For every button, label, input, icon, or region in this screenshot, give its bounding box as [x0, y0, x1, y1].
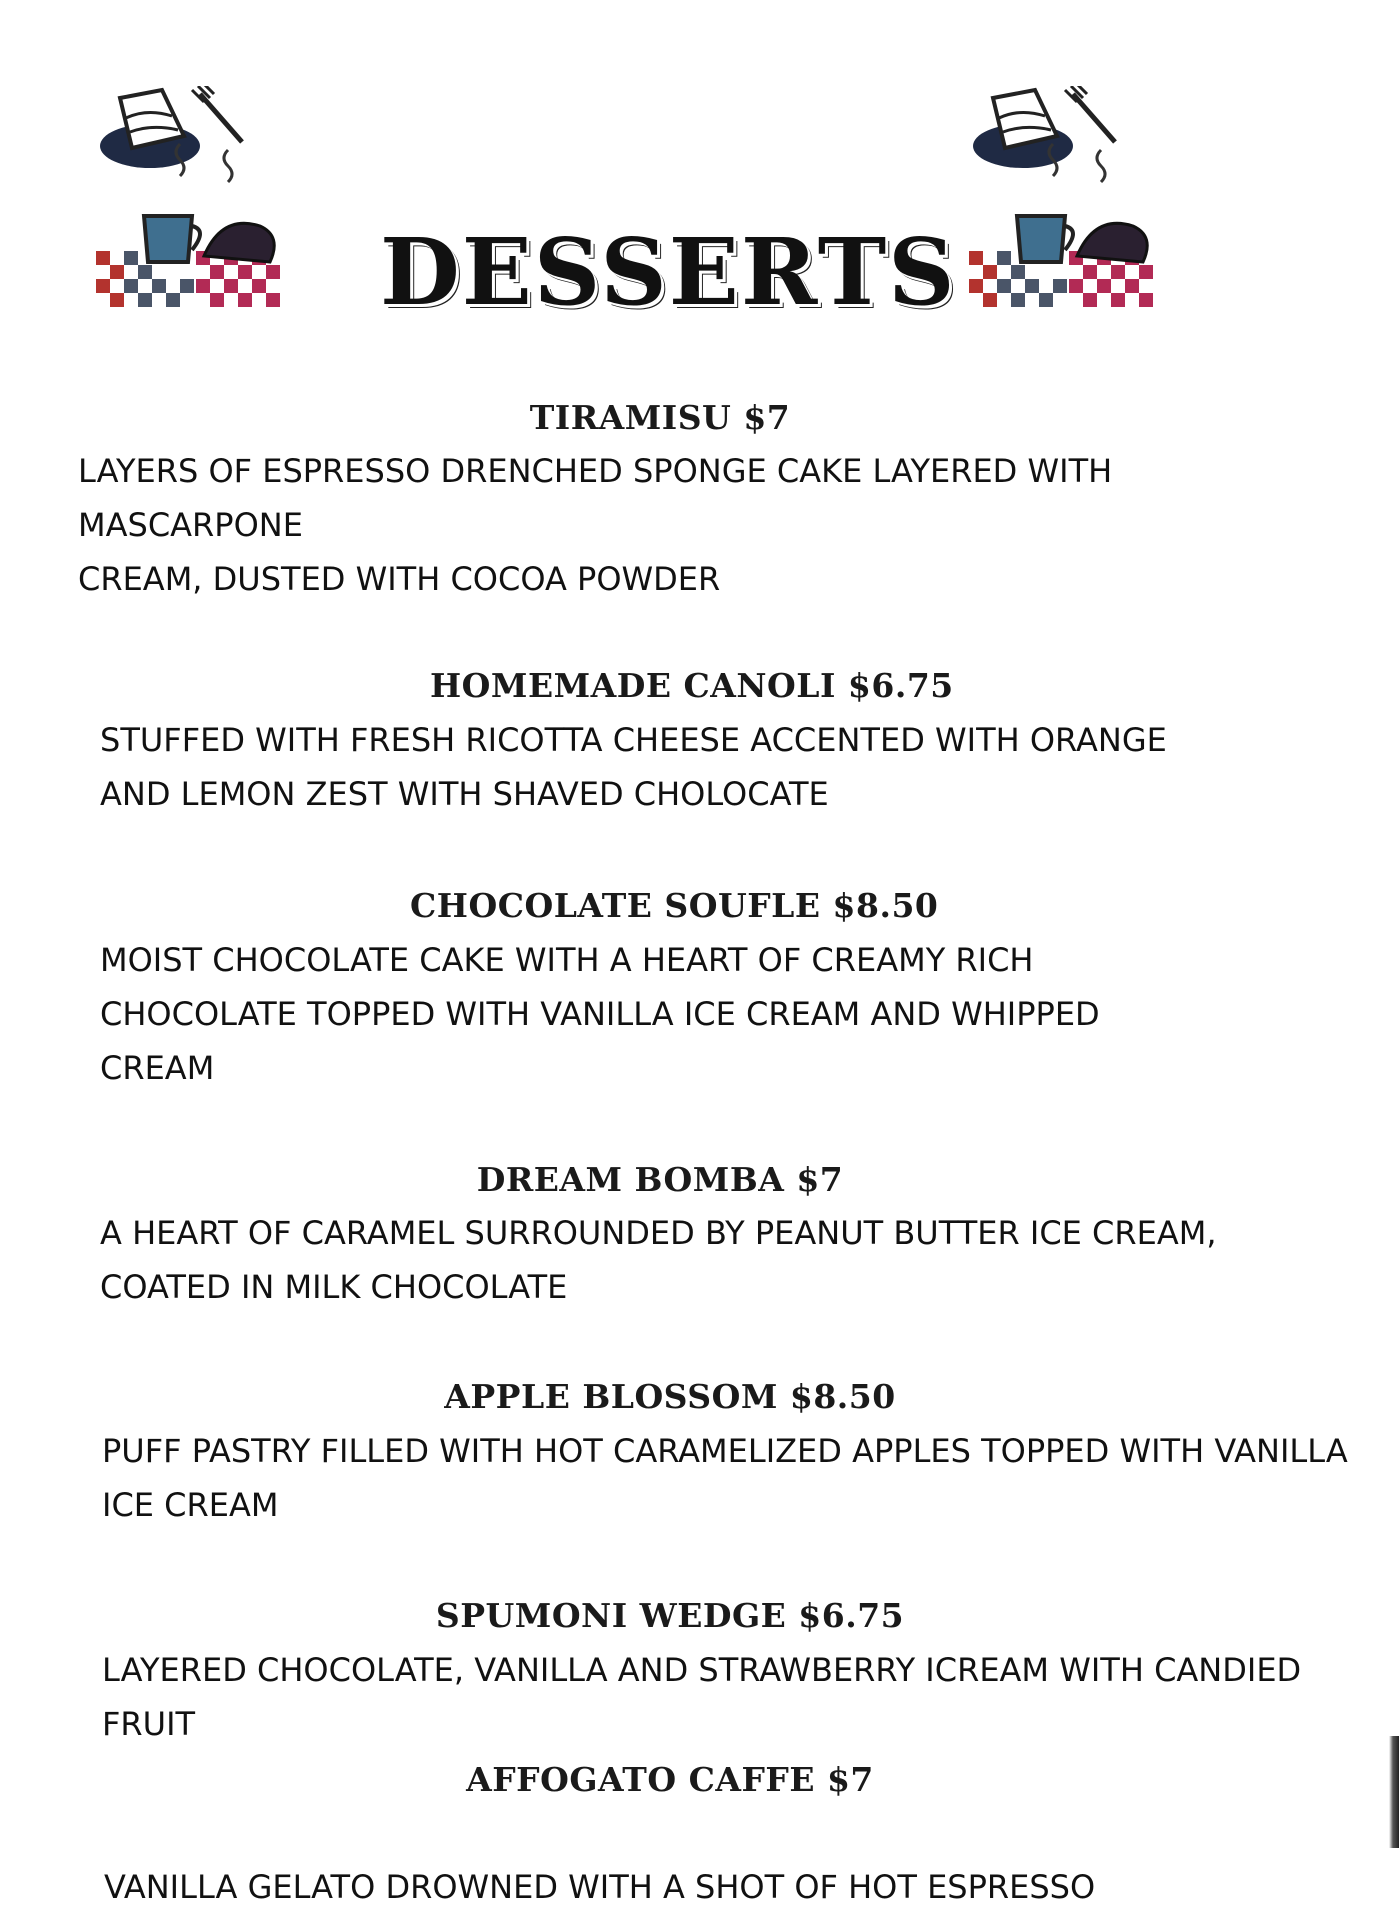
cake-and-coffee-icon [965, 86, 1185, 316]
menu-item-name: SPUMONI WEDGE $6.75 [435, 1596, 905, 1635]
menu-item-name: AFFOGATO CAFFE $7 [466, 1760, 874, 1799]
menu-item-description: STUFFED WITH FRESH RICOTTA CHEESE ACCENTED WITH ORANGE AND LEMON ZEST WITH SHAVED CHOLOCATE [100, 721, 1167, 813]
menu-item-description: A HEART OF CARAMEL SURROUNDED BY PEANUT BUTTER ICE CREAM, COATED IN MILK CHOCOLATE [100, 1214, 1217, 1306]
cake-and-coffee-icon [92, 86, 312, 316]
menu-item-name: APPLE BLOSSOM $8.50 [444, 1377, 896, 1416]
menu-item-description: MOIST CHOCOLATE CAKE WITH A HEART OF CREAMY RICH CHOCOLATE TOPPED WITH VANILLA ICE CREAM AND WHIPPED CREAM [100, 941, 1100, 1087]
menu-item-name: HOMEMADE CANOLI $6.75 [430, 666, 954, 705]
menu-item-name: DREAM BOMBA $7 [476, 1160, 844, 1199]
page-title: DESSERTS [380, 218, 957, 326]
page-edge-scrollbar[interactable] [1389, 1736, 1399, 1848]
menu-item-description: LAYERS OF ESPRESSO DRENCHED SPONGE CAKE LAYERED WITH MASCARPONE CREAM, DUSTED WITH COCOA POWDER [78, 452, 1113, 598]
menu-item-name: CHOCOLATE SOUFLE $8.50 [410, 886, 939, 925]
menu-item-name: TIRAMISU $7 [529, 398, 791, 437]
menu-item-description: VANILLA GELATO DROWNED WITH A SHOT OF HOT ESPRESSO [104, 1868, 1096, 1906]
menu-item-description: LAYERED CHOCOLATE, VANILLA AND STRAWBERRY ICREAM WITH CANDIED FRUIT [102, 1651, 1302, 1743]
menu-item-description: PUFF PASTRY FILLED WITH HOT CARAMELIZED APPLES TOPPED WITH VANILLA ICE CREAM [102, 1432, 1348, 1524]
menu-header [0, 0, 1399, 360]
